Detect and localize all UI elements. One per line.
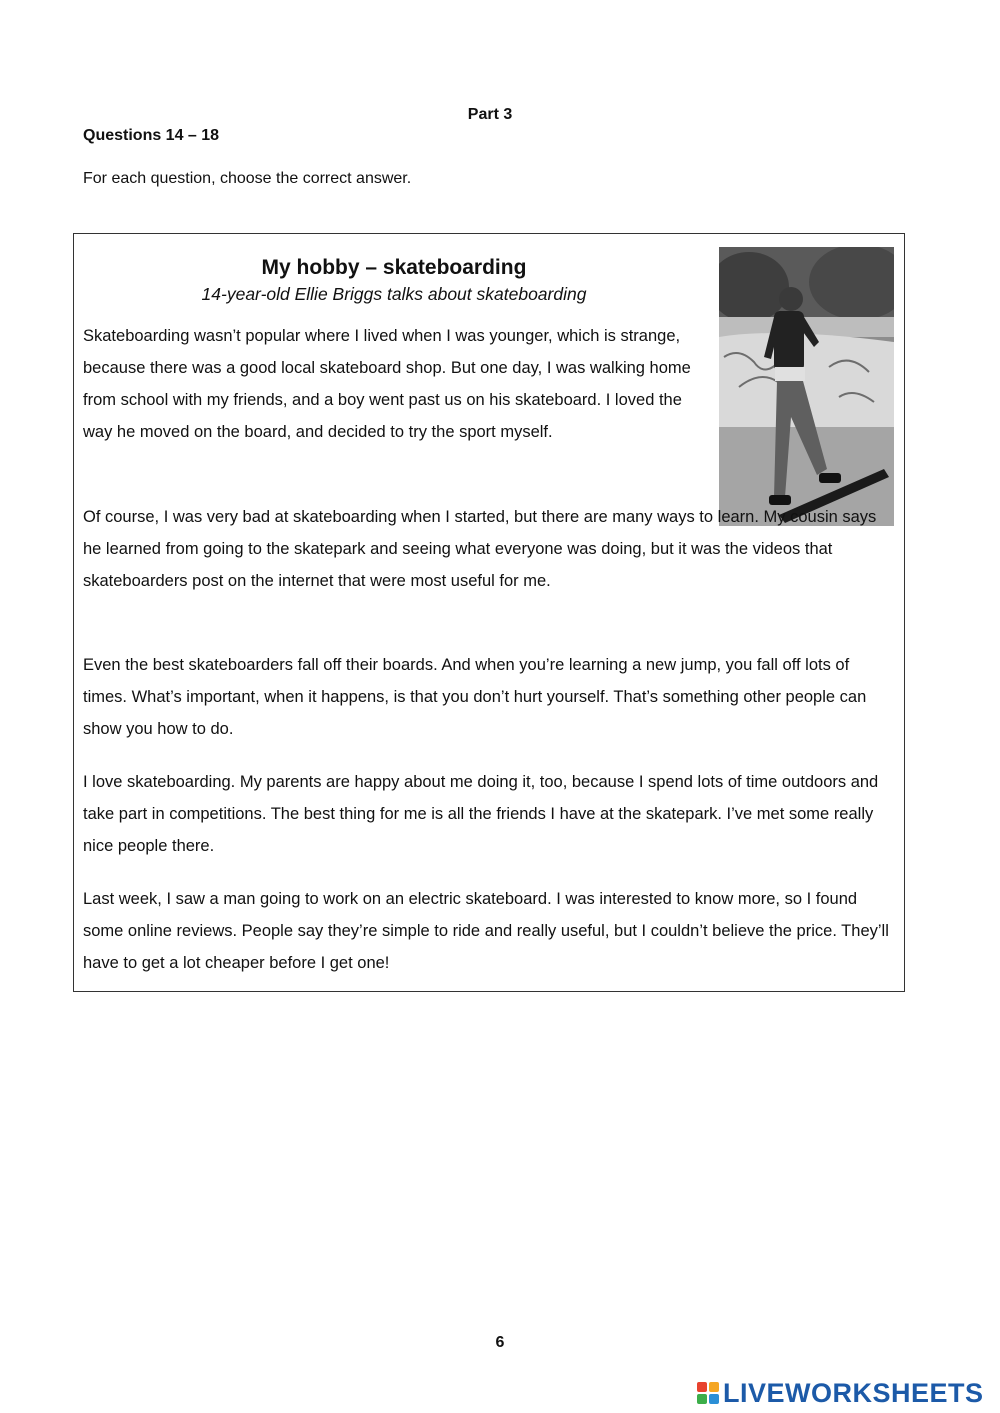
- paragraph-5: Last week, I saw a man going to work on an electric skateboard. I was interested to know more, so I found some online reviews. People say they’re simple to ride and really useful, but I couldn’t believe the price. They’ll have to get a lot cheaper before I get one!: [83, 890, 889, 972]
- liveworksheets-logo[interactable]: [697, 1378, 984, 1408]
- article-box: [73, 233, 905, 992]
- paragraph-2: Of course, I was very bad at skateboarding when I started, but there are many ways to learn. My cousin says he learned from going to the skatepark and seeing what everyone was doing, but it was the videos that skateboarders post on the internet that were most useful for me.: [83, 508, 877, 590]
- logo-mark-icon: [697, 1382, 719, 1404]
- article-subtitle: 14-year-old Ellie Briggs talks about skateboarding: [201, 284, 587, 304]
- instruction-text: For each question, choose the correct answer.: [83, 170, 412, 187]
- logo-text: LIVEWORKSHEETS: [723, 1377, 984, 1408]
- part-title: Part 3: [467, 106, 513, 123]
- questions-range: Questions 14 – 18: [83, 127, 220, 144]
- logo-square-4: [709, 1394, 719, 1404]
- page-number: 6: [495, 1334, 505, 1351]
- paragraph-3: Even the best skateboarders fall off their boards. And when you’re learning a new jump, you fall off lots of times. What’s important, when it happens, is that you don’t hurt yourself. That’s something other people can show you how to do.: [83, 656, 867, 738]
- article-photo: [719, 247, 894, 526]
- logo-square-2: [709, 1382, 719, 1392]
- logo-square-3: [697, 1394, 707, 1404]
- paragraph-1: Skateboarding wasn’t popular where I lived when I was younger, which is strange, because there was a good local skateboard shop. But one day, I was walking home from school with my friends, and a boy went past us on his skateboard. I loved the way he moved on the board, and decided to try the sport myself.: [83, 327, 691, 441]
- article-title: My hobby – skateboarding: [261, 256, 527, 279]
- paragraph-4: I love skateboarding. My parents are happy about me doing it, too, because I spend lots of time outdoors and take part in competitions. The best thing for me is all the friends I have at the skatepark. I’ve met some really nice people there.: [83, 773, 879, 855]
- logo-square-1: [697, 1382, 707, 1392]
